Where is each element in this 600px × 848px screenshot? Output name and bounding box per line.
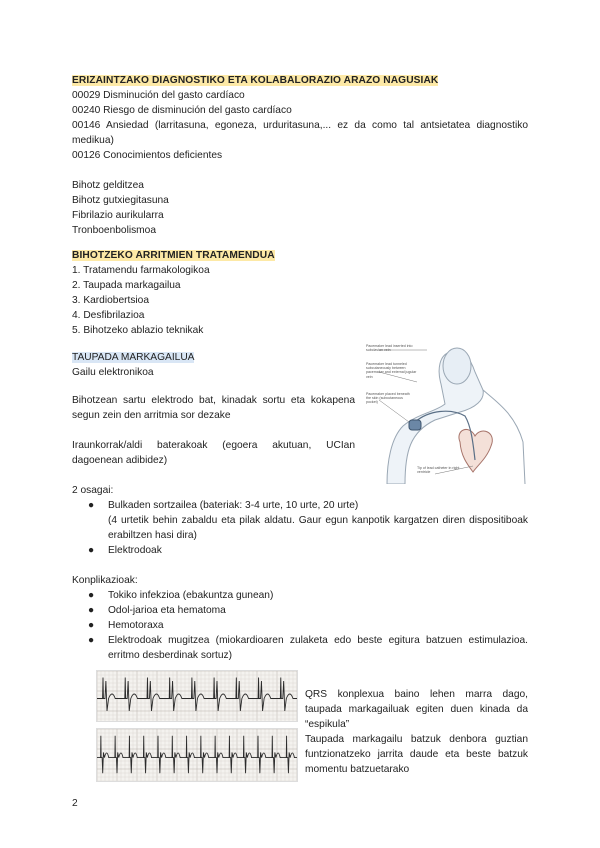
pacemaker-description: Bihotzean sartu elektrodo bat, kinadak sortu eta kokapena segun zein den arritmia sor dezake (72, 395, 355, 422)
complication-item (88, 603, 528, 618)
ecg-caption-modes: Taupada markagailu batzuk denbora guztian funtzionatzeko jarrita daude eta beste batzuk momentu batzuetarako (305, 734, 528, 776)
illustration-label-pocket: Pacemaker placed beneath the skin (subcutaneous pocket) (366, 392, 410, 405)
treatment-item: 4. Desfibrilazioa (72, 310, 145, 321)
bullet-icon: ● (88, 590, 95, 601)
illustration-label-lead: Pacemaker lead tunneled subcutaneously between pacemaker and external jugular vein (366, 362, 417, 379)
treatment-item: 1. Tratamendu farmakologikoa (72, 265, 210, 276)
complication-item (88, 588, 528, 603)
pacemaker-heading: TAUPADA MARKAGAILUA (72, 352, 195, 363)
problem-item: Tronboenbolismoa (72, 225, 157, 236)
diagnosis-heading: ERIZAINTZAKO DIAGNOSTIKO ETA KOLABALORAZIO ARAZO NAGUSIAK (72, 75, 439, 86)
ecg-strip-2 (96, 728, 298, 782)
pacemaker-types: Iraunkorrak/aldi baterakoak (egoera akutuan, UCIan dagoenean adibidez) (72, 440, 355, 467)
ecg-strip-1 (96, 670, 298, 722)
illustration-label-tip: Tip of lead catheter in right ventricle (417, 466, 460, 475)
bullet-icon: ● (88, 500, 95, 511)
pacemaker-subtitle: Gailu elektronikoa (72, 367, 154, 378)
components-intro: 2 osagai: (72, 485, 114, 496)
ecg-trace-2 (97, 729, 297, 781)
complication-item (88, 618, 528, 633)
component-note: (4 urtetik behin zabaldu eta pilak aldatu. Gaur egun kanpotik kargatzen diren dispositiboak erabiltzen hasi dira) (108, 515, 528, 542)
problem-item: Bihotz gelditzea (72, 180, 144, 191)
complication-item (88, 633, 528, 663)
bullet-icon: ● (88, 635, 95, 646)
component-text: Bulkaden sortzailea (bateriak: 3-4 urte, 10 urte, 20 urte) (108, 500, 359, 511)
component-item (88, 543, 528, 558)
pacemaker-illustration (365, 342, 528, 484)
problem-item: Bihotz gutxiegitasuna (72, 195, 169, 206)
ecg-trace-1 (97, 671, 297, 721)
illustration-label-vein: Pacemaker lead inserted into subclavian vein (366, 344, 413, 353)
complication-text: Odol-jarioa eta hematoma (108, 605, 226, 616)
component-text: Elektrodoak (108, 545, 162, 556)
treatment-item: 3. Kardiobertsioa (72, 295, 150, 306)
problem-item: Fibrilazio aurikularra (72, 210, 164, 221)
diagnosis-line: 00146 Ansiedad (larritasuna, egoneza, urduritasuna,... ez da como tal antsietatea diagnostiko medikua) (72, 120, 528, 147)
treatment-heading: BIHOTZEKO ARRITMIEN TRATAMENDUA (72, 250, 275, 261)
bullet-icon: ● (88, 545, 95, 556)
page-number: 2 (72, 798, 78, 809)
diagnosis-line: 00126 Conocimientos deficientes (72, 150, 223, 161)
diagnosis-line: 00029 Disminución del gasto cardíaco (72, 90, 245, 101)
complication-text: Tokiko infekzioa (ebakuntza gunean) (108, 590, 274, 601)
complications-intro: Konplikazioak: (72, 575, 138, 586)
complication-text: Hemotoraxa (108, 620, 164, 631)
treatment-item: 2. Taupada markagailua (72, 280, 181, 291)
ecg-caption-spike: QRS konplexua baino lehen marra dago, taupada markagailuak egiten duen kinada da “espikula” (305, 689, 528, 731)
bullet-icon: ● (88, 605, 95, 616)
component-item (88, 498, 528, 544)
diagnosis-line: 00240 Riesgo de disminución del gasto cardíaco (72, 105, 292, 116)
treatment-item: 5. Bihotzeko ablazio teknikak (72, 325, 204, 336)
complication-text: Elektrodoak mugitzea (miokardioaren zulaketa edo beste egitura batzuen estimulazioa. erritmo desberdinak sortuz) (108, 635, 528, 662)
bullet-icon: ● (88, 620, 95, 631)
